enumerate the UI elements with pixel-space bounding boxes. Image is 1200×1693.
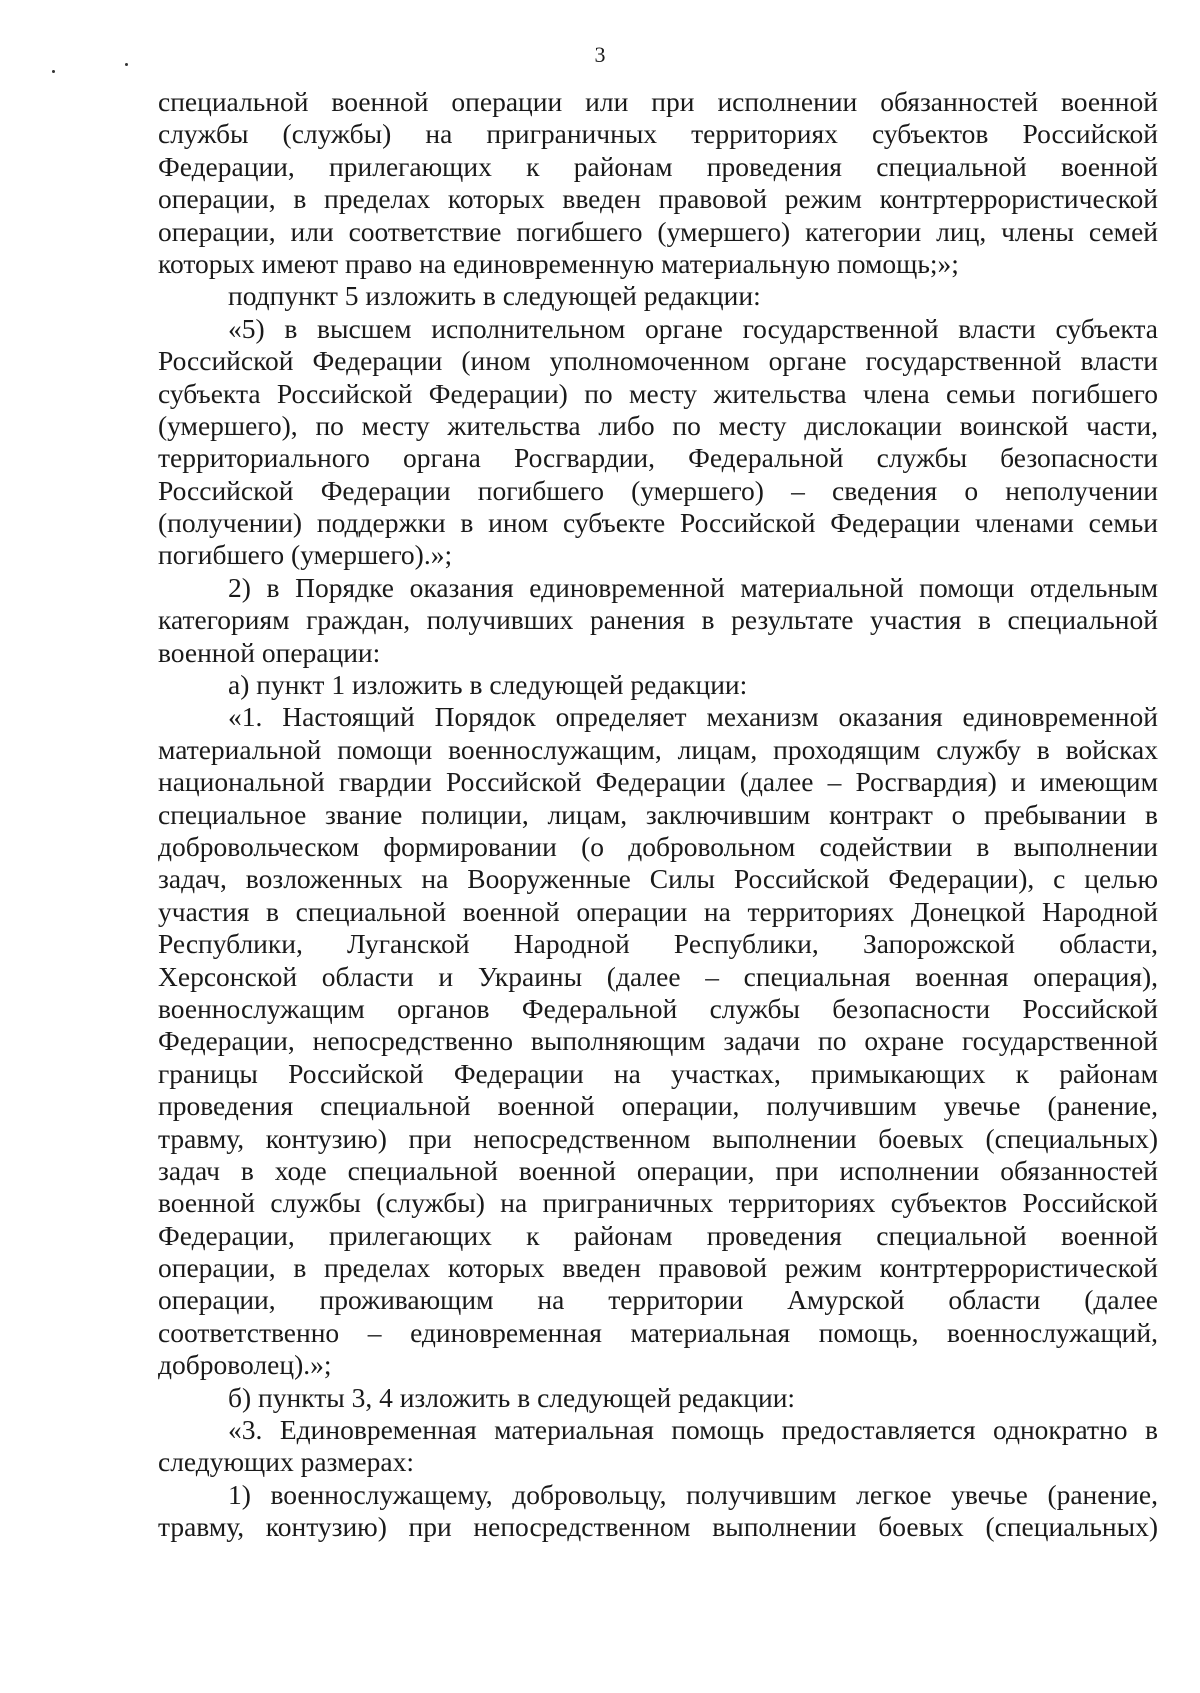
text-line: травму, контузию) при непосредственном выполнении боевых (специальных): [158, 1511, 1158, 1543]
page-number: 3: [594, 42, 606, 67]
text-line: службы (службы) на приграничных территориях субъектов Российской: [158, 118, 1158, 150]
text-line: доброволец).»;: [158, 1349, 332, 1381]
scan-speck: [52, 70, 55, 73]
text-line: «5) в высшем исполнительном органе государственной власти субъекта: [228, 312, 1158, 344]
text-line: субъекта Российской Федерации) по месту жительства члена семьи погибшего: [158, 377, 1158, 409]
text-line: Федерации, непосредственно выполняющим задачи по охране государственной: [158, 1025, 1158, 1057]
text-line: материальной помощи военнослужащим, лицам, проходящим службу в войсках: [158, 733, 1158, 765]
text-line: военной службы (службы) на приграничных территориях субъектов Российской: [158, 1187, 1158, 1219]
text-line: специальное звание полиции, лицам, заключившим контракт о пребывании в: [158, 798, 1158, 830]
text-line: «1. Настоящий Порядок определяет механизм оказания единовременной: [228, 701, 1158, 733]
text-line: военной операции:: [158, 636, 381, 668]
document-body: [158, 86, 1158, 1544]
text-line: территориального органа Росгвардии, Федеральной службы безопасности: [158, 442, 1158, 474]
text-line: операции, в пределах которых введен правовой режим контртеррористической: [158, 1252, 1158, 1284]
text-line: операции, в пределах которых введен правовой режим контртеррористической: [158, 183, 1158, 215]
text-line: Федерации, прилегающих к районам проведения специальной военной: [158, 150, 1158, 182]
text-line: (получении) поддержки в ином субъекте Российской Федерации членами семьи: [158, 507, 1158, 539]
text-line: операции, проживающим на территории Амурской области (далее: [158, 1284, 1158, 1316]
text-line: 1) военнослужащему, добровольцу, получившим легкое увечье (ранение,: [228, 1478, 1158, 1510]
scan-speck: [125, 63, 128, 66]
text-line: операции, или соответствие погибшего (умершего) категории лиц, члены семей: [158, 215, 1158, 247]
text-line: проведения специальной военной операции, получившим увечье (ранение,: [158, 1090, 1158, 1122]
text-line: Федерации, прилегающих к районам проведения специальной военной: [158, 1219, 1158, 1251]
text-line: «3. Единовременная материальная помощь предоставляется однократно в: [228, 1414, 1158, 1446]
text-line: Российской Федерации (ином уполномоченном органе государственной власти: [158, 345, 1158, 377]
text-line: подпункт 5 изложить в следующей редакции:: [228, 280, 761, 312]
text-line: 2) в Порядке оказания единовременной материальной помощи отдельным: [228, 571, 1158, 603]
text-line: Республики, Луганской Народной Республики, Запорожской области,: [158, 928, 1158, 960]
text-line: следующих размерах:: [158, 1446, 414, 1478]
text-line: участия в специальной военной операции на территориях Донецкой Народной: [158, 895, 1158, 927]
text-line: (умершего), по месту жительства либо по месту дислокации воинской части,: [158, 409, 1158, 441]
text-line: Херсонской области и Украины (далее – специальная военная операция),: [158, 960, 1158, 992]
text-line: специальной военной операции или при исполнении обязанностей военной: [158, 86, 1158, 117]
text-line: погибшего (умершего).»;: [158, 539, 453, 571]
text-line: б) пункты 3, 4 изложить в следующей редакции:: [228, 1381, 796, 1413]
text-line: задач в ходе специальной военной операции, при исполнении обязанностей: [158, 1154, 1158, 1186]
text-line: добровольческом формировании (о добровольном содействии в выполнении: [158, 830, 1158, 862]
text-line: соответственно – единовременная материальная помощь, военнослужащий,: [158, 1316, 1158, 1348]
text-line: задач, возложенных на Вооруженные Силы Российской Федерации), с целью: [158, 863, 1158, 895]
text-line: Российской Федерации погибшего (умершего) – сведения о неполучении: [158, 474, 1158, 506]
text-line: категориям граждан, получивших ранения в результате участия в специальной: [158, 604, 1158, 636]
text-line: границы Российской Федерации на участках, примыкающих к районам: [158, 1057, 1158, 1089]
text-line: военнослужащим органов Федеральной службы безопасности Российской: [158, 992, 1158, 1024]
text-line: которых имеют право на единовременную материальную помощь;»;: [158, 247, 959, 279]
text-line: а) пункт 1 изложить в следующей редакции:: [228, 669, 748, 701]
text-line: национальной гвардии Российской Федерации (далее – Росгвардия) и имеющим: [158, 766, 1158, 798]
text-line: травму, контузию) при непосредственном выполнении боевых (специальных): [158, 1122, 1158, 1154]
